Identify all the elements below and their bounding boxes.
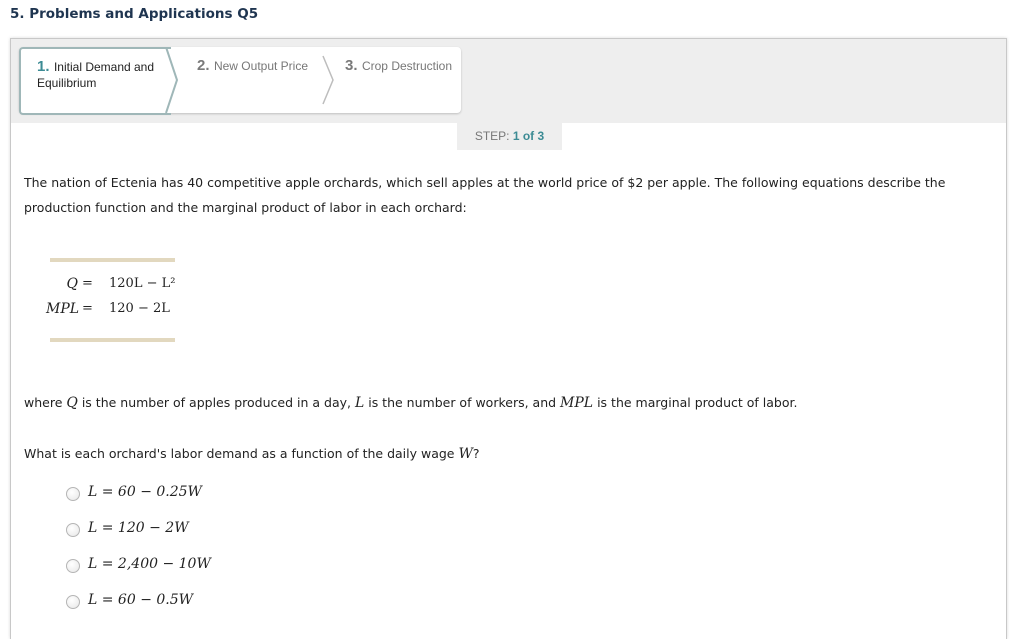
radio-button[interactable] [66,487,80,501]
step-navigation [19,47,461,113]
step-indicator-current: 1 of 3 [512,129,545,143]
step-number: 2. [197,57,210,74]
question-panel [10,38,1007,639]
equation-lhs: MPL [46,301,80,317]
step-label: Crop Destruction [361,59,453,73]
answer-option-label: L = 120 − 2W [88,520,189,536]
answer-option[interactable] [66,556,366,578]
equals-sign: = [82,301,93,316]
equals-sign: = [82,276,93,291]
page-title: 5. Problems and Applications Q5 [10,6,259,22]
chevron-right-icon [165,47,179,113]
question-text [24,441,984,467]
variable-mpl: MPL [560,395,594,411]
step-indicator-prefix: STEP: [474,129,510,143]
equation-rhs: 120L − L² [109,276,176,291]
question-prompt: What is each orchard's labor demand as a function of the daily wage [24,446,459,461]
equation-bottom-rule [50,338,175,342]
equation-lhs: Q [66,276,78,292]
step-label: Initial Demand and Equilibrium [37,60,155,90]
variable-q: Q [66,395,78,411]
text-fragment: is the marginal product of labor. [593,395,798,410]
equation-rhs: 120 − 2L [109,301,170,316]
equation-row [46,301,250,323]
variable-definitions [24,390,984,416]
answer-option-label: L = 2,400 − 10W [88,556,211,572]
equation-top-rule [50,258,175,262]
radio-button[interactable] [66,595,80,609]
text-fragment: where [24,395,67,410]
answer-option-label: L = 60 − 0.5W [88,592,194,608]
radio-button[interactable] [66,523,80,537]
step-navigation-band [11,39,1006,123]
answer-option[interactable] [66,592,366,614]
answer-option-label: L = 60 − 0.25W [88,484,202,500]
variable-w: W [458,446,473,462]
equation-row [50,276,250,298]
step-tab-1[interactable] [19,47,177,113]
step-indicator [457,122,562,150]
text-fragment: is the number of apples produced in a day, [77,395,355,410]
answer-option[interactable] [66,520,366,542]
step-tab-3[interactable] [331,47,461,113]
equation-block [46,258,176,344]
step-tab-2[interactable] [181,47,329,113]
intro-text: The nation of Ectenia has 40 competitive apple orchards, which sell apples at the world price of $2 per apple. The following equations describe the production function and the marginal product of labor in each orchard: [24,175,946,215]
answer-option[interactable] [66,484,366,506]
variable-l: L [354,395,365,411]
question-mark: ? [472,446,480,461]
radio-button[interactable] [66,559,80,573]
step-number: 3. [345,57,358,74]
step-number: 1. [37,58,50,75]
text-fragment: is the number of workers, and [364,395,561,410]
step-label: New Output Price [213,59,309,73]
